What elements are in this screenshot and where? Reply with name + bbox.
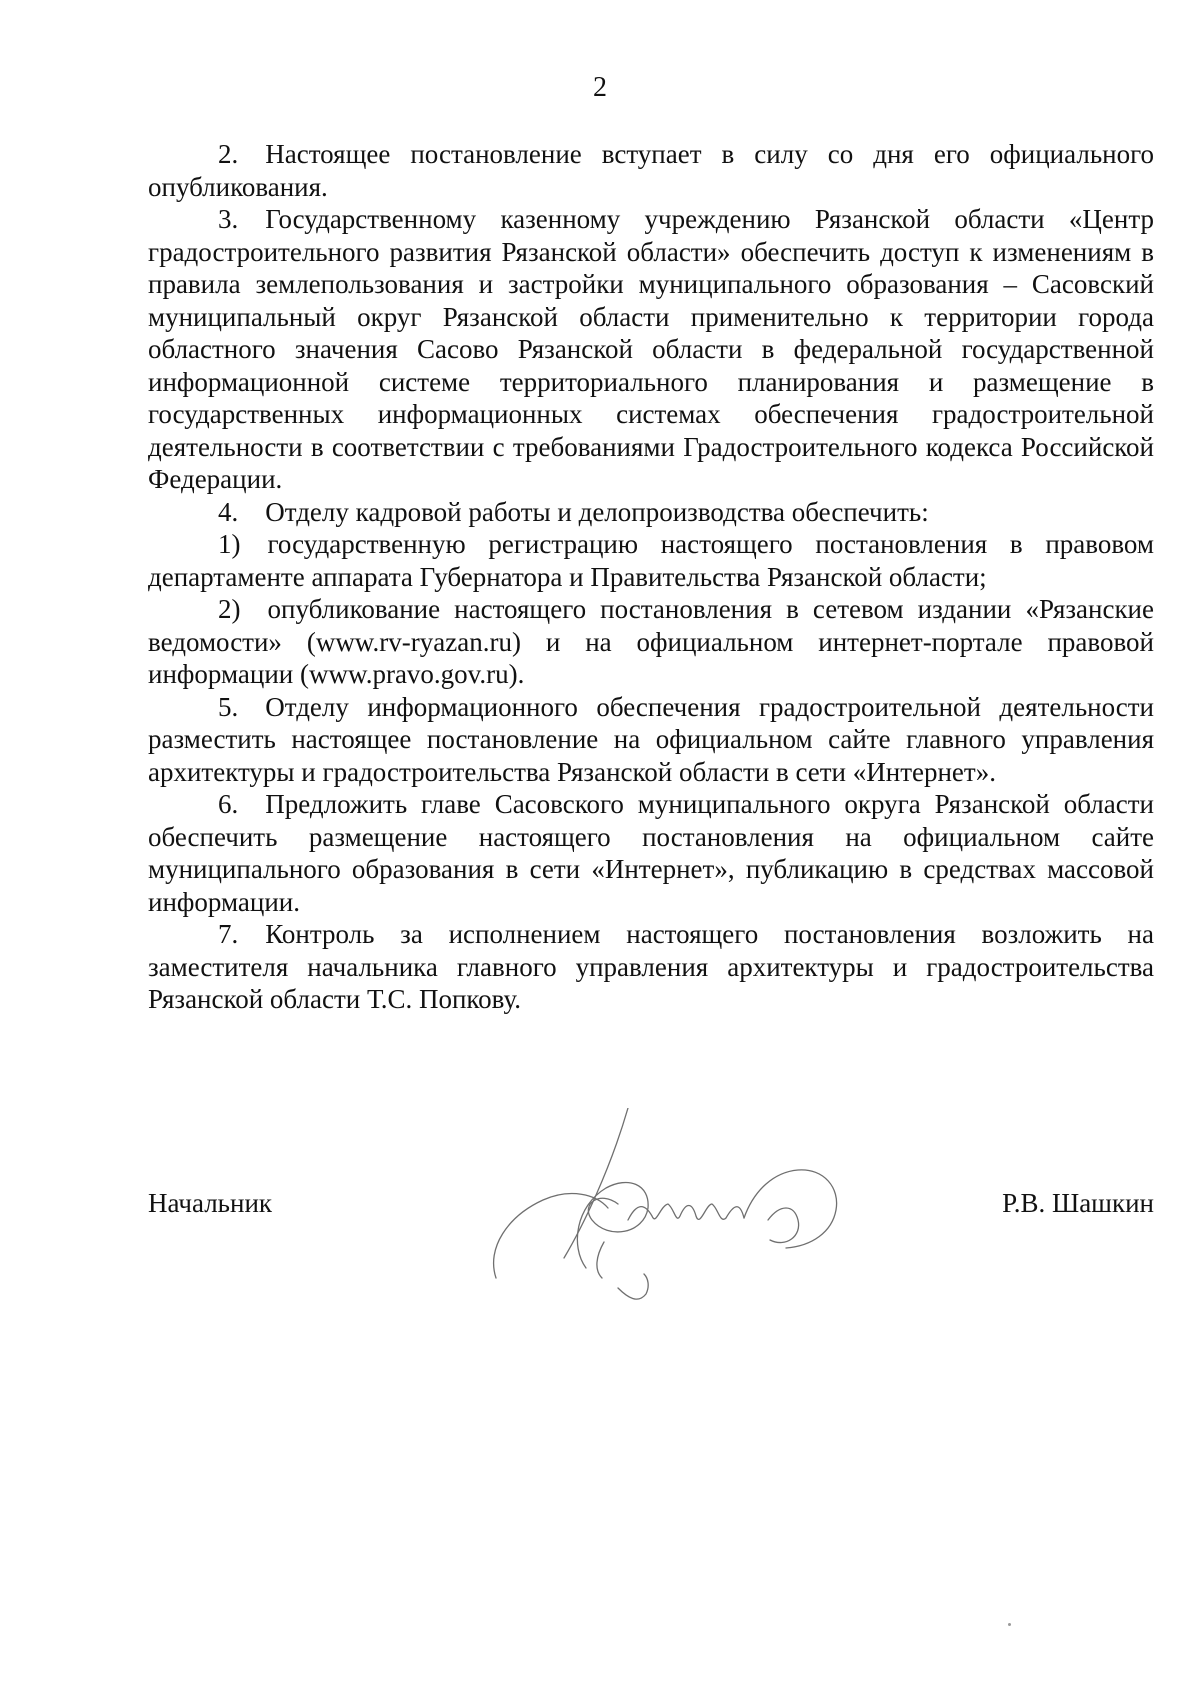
- scan-artifact: [1008, 1623, 1011, 1626]
- signer-title: Начальник: [148, 1188, 273, 1218]
- paragraph-subitem-4-2: 2) опубликование настоящего постановления в сетевом издании «Рязанские ведомости» (www.rv-ryazan.ru) и на официальном интернет-портале правовой информации (www.pravo.gov.ru).: [148, 594, 1154, 689]
- paragraph-subitem-4-1: 1) государственную регистрацию настоящего постановления в правовом департаменте аппарата Губернатора и Правительства Рязанской области;: [148, 529, 1154, 592]
- handwritten-signature: [468, 1108, 888, 1308]
- document-body: [148, 138, 1154, 1016]
- paragraph-item-2: 2. Настоящее постановление вступает в силу со дня его официального опубликования.: [148, 139, 1154, 202]
- paragraph-item-5: 5. Отделу информационного обеспечения градостроительной деятельности разместить настоящее постановление на официальном сайте главного управления архитектуры и градостроительства Рязанской области в сети «Интернет».: [148, 691, 1154, 787]
- paragraph-item-7: 7. Контроль за исполнением настоящего постановления возложить на заместителя начальника главного управления архитектуры и градостроительства Рязанской области Т.С. Попкову.: [148, 919, 1154, 1014]
- signer-name: Р.В. Шашкин: [1002, 1188, 1154, 1218]
- paragraph-item-4: 4. Отделу кадровой работы и делопроизводства обеспечить:: [218, 496, 929, 527]
- signature-block: [148, 1180, 1154, 1320]
- page-number: 2: [593, 72, 607, 103]
- paragraph-item-6: 6. Предложить главе Сасовского муниципального округа Рязанской области обеспечить размещение настоящего постановления на официальном сайте муниципального образования в сети «Интернет», публикацию в средствах массовой информации.: [148, 789, 1154, 917]
- paragraph-item-3: 3. Государственному казенному учреждению Рязанской области «Центр градостроительного развития Рязанской области» обеспечить доступ к изменениям в правила землепользования и застройки муниципального образования – Сасовский муниципальный округ Рязанской области применительно к территории города областного значения Сасово Рязанской области в федеральной государственной информационной системе территориального планирования и размещение в государственных информационных системах обеспечения градостроительной деятельности в соответствии с требованиями Градостроительного кодекса Российской Федерации.: [148, 204, 1154, 494]
